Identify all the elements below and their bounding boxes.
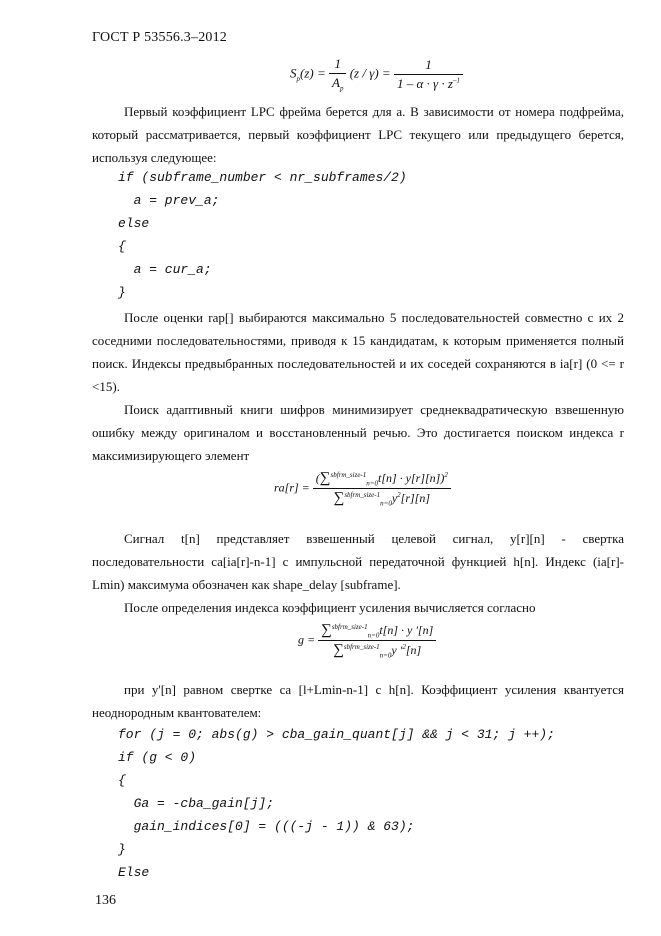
formula-g-frac	[318, 622, 436, 660]
formula-sp-sub: p	[296, 74, 300, 83]
code-line: Ga = -cba_gain[j];	[118, 796, 275, 811]
formula-ra-den-tail: [r][n]	[400, 491, 431, 506]
formula-sp-den: 1 – α · γ · z	[396, 75, 453, 91]
code-line: a = prev_a;	[118, 193, 220, 208]
formula-ra-upper: sbfrm_size-1	[330, 471, 367, 479]
sum-icon: ∑	[333, 642, 344, 659]
formula-g-den-upper: sbfrm_size-1	[343, 643, 380, 652]
page-number: 136	[95, 893, 116, 908]
code-line: {	[118, 239, 126, 254]
formula-ra-den-sq: 2	[397, 491, 401, 500]
formula-g-upper: sbfrm_size-1	[331, 623, 368, 631]
formula-sp-lhs: S	[290, 65, 297, 81]
formula-ra	[274, 470, 451, 508]
paragraph-1	[92, 100, 624, 169]
code-line: Else	[118, 865, 150, 880]
formula-g-den	[318, 641, 436, 659]
formula-ra-lhs: ra[r] =	[274, 480, 310, 495]
formula-g-den-lower: n=0	[379, 651, 392, 660]
paragraph-2-text: После оценки rap[] выбираются максимально 5 последовательностей совместно с их 2 соседними последовательностями, приводя к 15 кандидатам, к которым применяется полный поиск. Индексы предвыбранных последовательностей и их соседей сохраняются в ia[r] (0 <= r <15).	[92, 310, 624, 394]
formula-g	[298, 622, 436, 660]
paragraph-3-text: Поиск адаптивный книги шифров минимизирует среднеквадратическую взвешенную ошибку между оригиналом и восстановленный речью. Это достигается поиском индекса r максимизирующего элемент	[92, 402, 624, 463]
formula-ra-den	[313, 489, 451, 507]
formula-ra-num: $(\sum^{sbfrm\_size-1}_{n=0}t[n] \cdot y[r][n])^2$	[313, 470, 451, 489]
formula-sp-frac2	[394, 57, 463, 92]
formula-g-den-sq: 2	[402, 643, 406, 652]
code-line: }	[118, 285, 126, 300]
paragraph-4-text: Сигнал t[n] представляет взвешенный целевой сигнал, y[r][n] - свертка последовательности ca[ia[r]-n-1] с импульсной передаточной функцией h[n]. Индекс (ia[r]-Lmin) максимума обозначен как shape_delay [subframe].	[92, 531, 624, 592]
formula-ra-den-body: y	[391, 491, 398, 506]
code-line: if (g < 0)	[118, 750, 197, 765]
formula-ra-num-body: t[n] · y[r][n]	[378, 471, 441, 485]
formula-sp-mid: (z / γ) =	[349, 65, 391, 81]
code-line: }	[118, 842, 126, 857]
paragraph-1-text: Первый коэффициент LPC фрейма берется для a. В зависимости от номера подфрейма, который рассматривается, первый коэффициент LPC текущего или предыдущего берется, используя следующее:	[92, 104, 624, 165]
code-line: {	[118, 773, 126, 788]
code-line: a = cur_a;	[118, 262, 212, 277]
paragraph-3	[92, 398, 624, 467]
code-line: if (subframe_number < nr_subframes/2)	[118, 170, 407, 185]
formula-ra-frac	[313, 470, 451, 508]
paragraph-4	[92, 527, 624, 596]
formula-g-lower: n=0	[367, 631, 380, 640]
formula-g-den-tail: [n]	[405, 643, 422, 658]
formula-ra-den-lower: n=0	[380, 499, 392, 508]
formula-sp-exp: –1	[452, 76, 460, 85]
formula-g-num-body: t[n] · y '[n]	[379, 623, 434, 637]
formula-sp-frac1	[329, 56, 346, 93]
sum-icon: ∑	[319, 470, 331, 486]
formula-sp-one2: 1	[394, 57, 463, 75]
paragraph-6-text: при y'[n] равном свертке ca [l+Lmin-n-1] с h[n]. Коэффициент усиления квантуется неоднородным квантователем:	[92, 682, 624, 720]
formula-sp-one: 1	[329, 56, 346, 74]
code-line: else	[118, 216, 150, 231]
sum-icon: ∑	[321, 622, 332, 638]
document-header: ГОСТ Р 53556.3–2012	[92, 30, 228, 45]
code-line: for (j = 0; abs(g) > cba_gain_quant[j] && j < 31; j ++);	[118, 727, 555, 742]
formula-sp-arg: (z)	[300, 65, 314, 81]
formula-sp-eq: =	[316, 65, 326, 81]
formula-ra-lower: n=0	[366, 479, 378, 488]
paragraph-5	[92, 596, 624, 619]
formula-sp-A: A	[332, 75, 340, 90]
paragraph-2	[92, 306, 624, 398]
paragraph-5-text: После определения индекса коэффициент усиления вычисляется согласно	[124, 600, 536, 615]
formula-ra-den-upper: sbfrm_size-1	[344, 491, 381, 500]
code-line: gain_indices[0] = (((-j - 1)) & 63);	[118, 819, 415, 834]
formula-sp	[290, 56, 463, 93]
formula-ra-sq: 2	[444, 471, 448, 479]
formula-g-den-body: y '	[391, 643, 403, 658]
formula-g-lhs: g =	[298, 632, 316, 647]
formula-sp-A-sub: p	[339, 84, 344, 93]
paragraph-6	[92, 678, 624, 724]
formula-g-num	[318, 622, 436, 641]
sum-icon: ∑	[333, 490, 345, 507]
